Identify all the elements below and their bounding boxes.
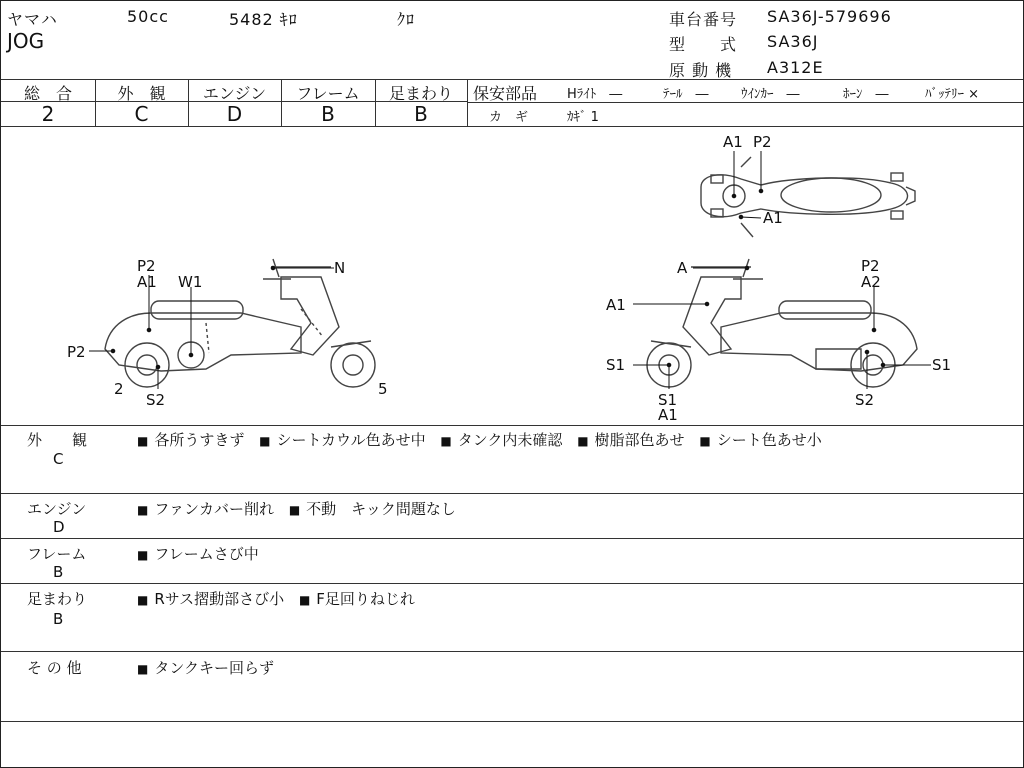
right-label-a1: A1: [606, 296, 626, 314]
frame-no: SA36J-579696: [767, 7, 892, 26]
section-engine-notes: ■ ファンカバー削れ ■ 不動 キック問題なし: [137, 500, 456, 518]
note: タンクキー回らず: [154, 659, 275, 677]
note: シートカウル色あせ中: [276, 431, 426, 449]
divider: [1, 493, 1023, 494]
top-label-p2: P2: [753, 133, 772, 151]
divider: [467, 102, 1023, 103]
right-label-p2: P2: [861, 257, 880, 275]
right-label-a2: A2: [861, 273, 881, 291]
section-frame-notes: ■ フレームさび中: [137, 545, 259, 563]
left-label-s2: S2: [146, 391, 166, 409]
note: ファンカバー削れ: [154, 500, 275, 518]
left-label-2: 2: [114, 380, 124, 398]
safety-title: 保安部品: [473, 84, 538, 103]
grade-frame-value: B: [321, 102, 335, 126]
section-engine-label: エンジン: [27, 500, 87, 518]
grade-exterior-label: 外 観: [117, 84, 166, 103]
note: フレームさび中: [154, 545, 259, 563]
top-label-a1-lower: A1: [763, 209, 783, 227]
grade-engine-label: エンジン: [202, 84, 267, 103]
section-suspension-notes: ■ Rサス摺動部さび小 ■ F足回りねじれ: [137, 590, 415, 608]
grade-suspension-label: 足まわり: [388, 84, 453, 103]
note: シート色あせ小: [716, 431, 822, 449]
grade-frame-label: フレーム: [296, 84, 360, 103]
key-label: カ ギ: [489, 110, 529, 125]
right-label-a1-bottom: A1: [658, 406, 678, 424]
note: F足回りねじれ: [316, 590, 415, 608]
displacement: 50cc: [127, 7, 169, 26]
left-label-p2-front: P2: [67, 343, 86, 361]
frame-no-label: 車台番号: [669, 10, 738, 29]
safety-taillight: ﾃｰﾙ ―: [663, 87, 709, 102]
section-frame-label: フレーム: [27, 545, 87, 563]
safety-battery: ﾊﾞｯﾃﾘｰ ×: [925, 87, 980, 102]
section-other-label: そ の 他: [27, 659, 82, 677]
engine-value: A312E: [767, 58, 824, 77]
grade-overall-label: 総 合: [23, 84, 72, 103]
section-exterior-label: 外 観: [27, 431, 88, 449]
damage-diagram: [1, 127, 1023, 425]
divider: [1, 721, 1023, 722]
type-label: 型 式: [669, 35, 738, 54]
key-value: ｶｷﾞ 1: [567, 110, 599, 125]
left-label-n: N: [334, 259, 346, 277]
color: ｸﾛ: [397, 10, 416, 29]
section-engine-grade: D: [53, 518, 65, 536]
section-exterior-notes: ■ 各所うすきず ■ シートカウル色あせ中 ■ タンク内未確認 ■ 樹脂部色あせ ■ シート色あせ小: [137, 431, 822, 449]
section-other-notes: ■ タンクキー回らず: [137, 659, 275, 677]
type-value: SA36J: [767, 32, 819, 51]
safety-headlight: Hﾗｲﾄ ―: [567, 87, 623, 102]
left-label-a1: A1: [137, 273, 157, 291]
engine-label: 原 動 機: [669, 61, 733, 80]
grade-suspension-value: B: [414, 102, 428, 126]
divider: [1, 583, 1023, 584]
divider: [1, 538, 1023, 539]
right-label-s1-rear: S1: [932, 356, 952, 374]
divider: [1, 651, 1023, 652]
right-label-s1-bottom: S1: [658, 391, 678, 409]
grade-overall-value: 2: [41, 102, 55, 126]
right-label-s1-front: S1: [606, 356, 626, 374]
model-name: JOG: [7, 29, 45, 53]
grade-engine-value: D: [226, 102, 243, 126]
section-frame-grade: B: [53, 563, 64, 581]
left-label-5: 5: [378, 380, 388, 398]
note: 樹脂部色あせ: [594, 431, 685, 449]
maker: ヤマハ: [7, 10, 58, 29]
note: Rサス摺動部さび小: [154, 590, 285, 608]
safety-winker: ｳｲﾝｶｰ ―: [741, 87, 800, 102]
note: 不動 キック問題なし: [306, 500, 456, 518]
left-label-p2-top: P2: [137, 257, 156, 275]
section-suspension-label: 足まわり: [27, 590, 88, 608]
divider: [1, 79, 1023, 80]
top-label-a1: A1: [723, 133, 743, 151]
mileage: 5482 ｷﾛ: [229, 10, 298, 29]
left-label-w1: W1: [178, 273, 203, 291]
right-label-a: A: [677, 259, 688, 277]
section-suspension-grade: B: [53, 610, 64, 628]
note: タンク内未確認: [457, 431, 563, 449]
section-exterior-grade: C: [53, 450, 64, 468]
grade-exterior-value: C: [134, 102, 149, 126]
note: 各所うすきず: [154, 431, 245, 449]
right-label-s2: S2: [855, 391, 875, 409]
safety-horn: ﾎｰﾝ ―: [843, 87, 889, 102]
divider: [1, 425, 1023, 426]
